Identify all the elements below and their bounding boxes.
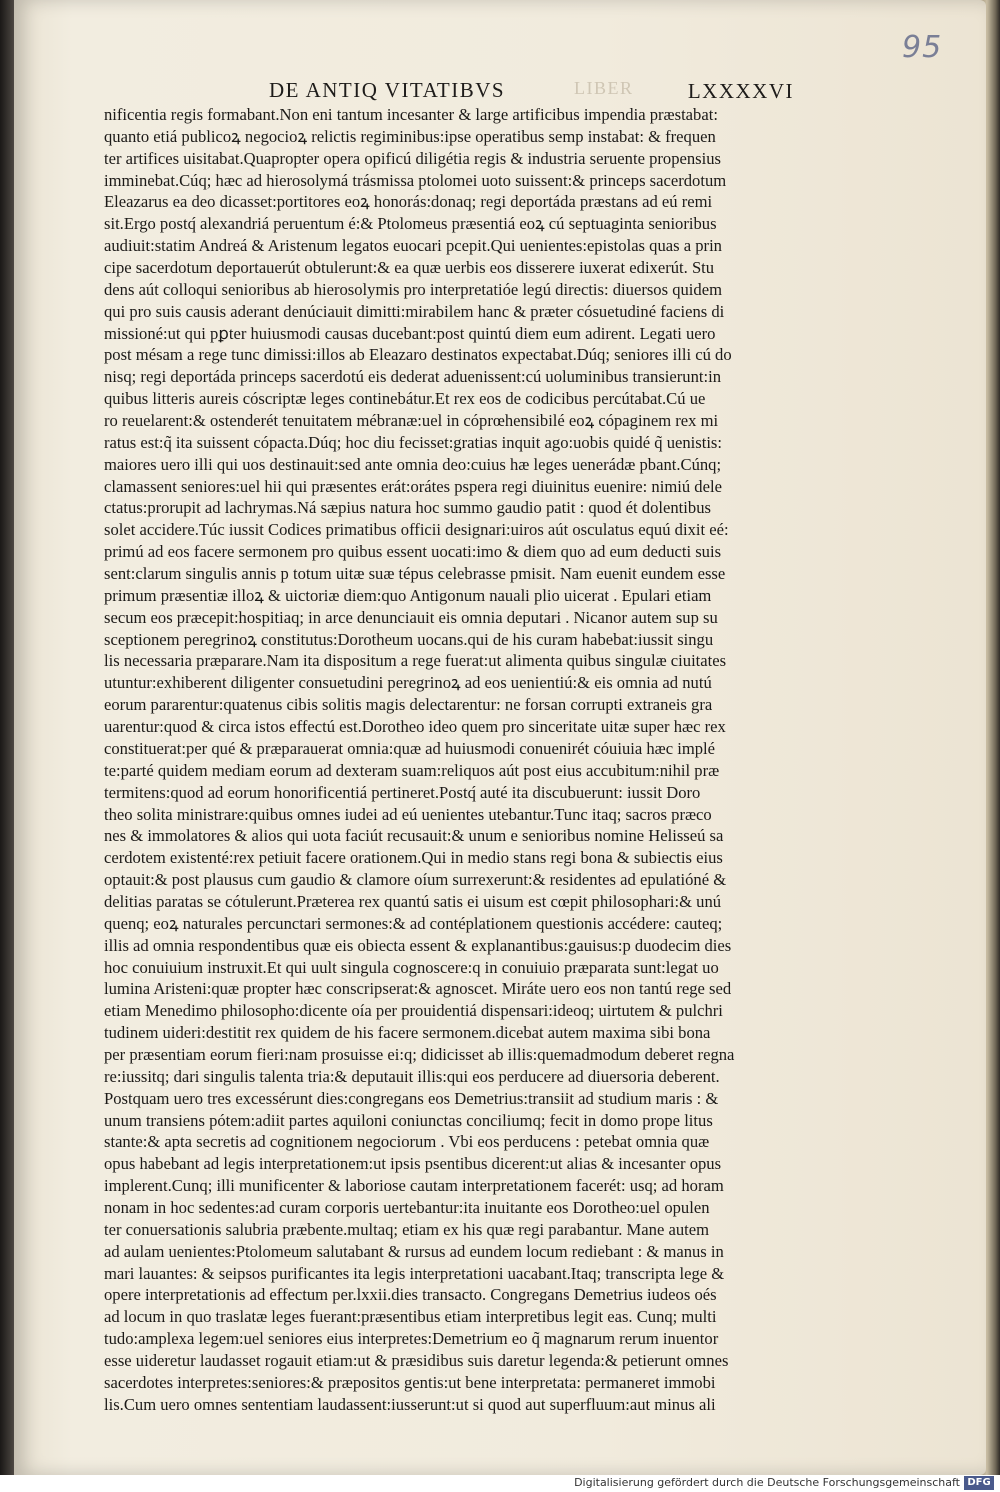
text-line: hoc conuiuium instruxit.Et qui uult singula cognoscere:q in conuiuio præparata sunt:legat uo — [104, 957, 719, 977]
text-line: quanto etiá publicoꝝ negocioꝝ relictis regiminibus:ipse operatibus semp instabat: & frequen — [104, 126, 716, 146]
text-line: nes & immolatores & alios qui uota faciút recusauit:& unum e senioribus nomine Helisseú sa — [104, 826, 724, 846]
text-line: tudinem uideri:destitit rex quidem de his facere sermonem.dicebat autem maxima sibi bona — [104, 1023, 711, 1043]
text-line: nisq; regi deportáda princeps sacerdotú eis dederat aduenissent:cú uoluminibus transierunt:in — [104, 367, 722, 387]
text-line: primú ad eos facere sermonem pro quibus essent uocati:imo & diem quo ad eum deducti suis — [104, 542, 722, 562]
text-line: implerent.Cunq; illi munificenter & laboriose cautam interpretationem facerét: usq; ad horam — [104, 1176, 724, 1196]
text-line: sceptionem peregrinoꝝ constitutus:Dorotheum uocans.qui de his curam habebat:iussit singu — [104, 629, 714, 649]
body-text-block — [104, 104, 784, 1416]
text-line: utuntur:exhiberent diligenter consuetudini peregrinoꝝ ad eos uenientiú:& eis omnia ad nutú — [104, 673, 712, 693]
text-line: optauit:& post plausus cum gaudio & clamore oíum surrexerunt:& residentes ad epulatióné & — [104, 870, 727, 890]
text-line: sacerdotes interpretes:seniores:& præpositos gentis:ut bene interpretata: permaneret immobi — [104, 1372, 716, 1392]
running-head: DE ANTIQ VITATIBVS — [269, 78, 506, 102]
text-line: nonam in hoc sedentes:ad curam corporis uertebantur:ita inuitante eos Dorotheo:uel opulen — [104, 1197, 710, 1217]
text-line: opus habebant ad legis interpretationem:ut ipsis psentibus dicerent:ut alias & incesanter opus — [104, 1154, 722, 1174]
text-line: etiam Menedimo philosopho:dicente oía per prouidentiá dispensari:ideoq; uirtutem & pulchri — [104, 1001, 723, 1021]
text-line: missioné:ut qui pꝑter huiusmodi causas ducebant:post quintú diem eum adirent. Legati uero — [104, 323, 716, 343]
text-line: dens aút colloqui senioribus ab hierosolymis pro interpretatióe legú directis: diuersos quidem — [104, 279, 722, 299]
dfg-logo: DFG — [964, 1476, 994, 1490]
text-line: primum præsentiæ illoꝝ & uictoriæ diem:quo Antigonum nauali plio uicerat . Epulari etiam — [104, 585, 712, 605]
footer-bar — [0, 1475, 1000, 1492]
text-line: ter artifices uisitabat.Quapropter opera opificú diligétia regis & industria seruente propensius — [104, 148, 721, 168]
text-line: illis ad omnia respondentibus quæ eis obiecta essent & explanantibus:gauisus:p duodecim dies — [104, 935, 732, 955]
text-line: stante:& apta secretis ad cognitionem negociorum . Vbi eos perducens : petebat omnia quæ — [104, 1132, 710, 1152]
text-line: opere interpretationis ad effectum per.lxxii.dies transacto. Congregans Demetrius iudeos oés — [104, 1285, 717, 1305]
text-line: delitias paratas se cótulerunt.Præterea rex quantú satis ei uisum est cœpit philosophari:& unú — [104, 891, 722, 911]
text-line: audiuit:statim Andreá & Aristenum legatos euocari pcepit.Qui uenientes:epistolas quas a prin — [104, 236, 722, 256]
text-line: solet accidere.Túc iussit Codices primatibus officii designari:uiros aút osculatus equú dixit eé: — [104, 520, 729, 540]
folio-roman-numeral: LXXXXVI — [687, 79, 794, 103]
text-line: eorum pararentur:quatenus cibis solitis magis delectarentur: ne forsan corrupti extraneis gra — [104, 695, 713, 715]
text-line: maiores uero illi qui uos destinauit:sed ante omnia deo:cuius hæ leges uenerádæ pbant.Cúnq; — [104, 454, 722, 474]
text-line: tudo:amplexa legem:uel seniores eius interpretes:Demetrium eo q̃ magnarum rerum inuentor — [104, 1329, 719, 1349]
text-line: Eleazarus ea deo dicasset:portitores eoꝝ honorás:donaq; regi deportáda præstans ad eú remi — [104, 192, 713, 212]
text-line: sent:clarum singulis annis p totum uitæ suæ tépus celebrasse pmisit. Nam euenit eundem esse — [104, 564, 726, 584]
offset-ghost-text: LIBER — [574, 78, 634, 98]
book-page — [14, 0, 986, 1475]
text-line: sit.Ergo postq́ alexandriá peruentum é:& Ptolomeus præsentiá eoꝝ cú septuaginta senioribus — [104, 214, 717, 234]
text-line: qui pro suis causis aderant denúciauit dimitti:mirabilem hanc & præter cósuetudiné faciens di — [104, 301, 725, 321]
text-line: uarentur:quod & circa istos effectú est.Dorotheo ideo quem pro sinceritate uitæ super hæc rex — [104, 717, 726, 737]
text-line: te:parté quidem mediam eorum ad dexteram suam:reliquos aút post eius accubitum:nihil præ — [104, 760, 720, 780]
text-line: ad locum in quo traslatæ leges fuerant:præsentibus etiam interpretibus legit eas. Cunq; multi — [104, 1307, 717, 1327]
text-line: imminebat.Cúq; hæc ad hierosolymá trásmissa ptolomei uoto suissent:& princeps sacerdotum — [104, 170, 727, 190]
handwritten-folio-number: 95 — [902, 30, 943, 65]
text-line: ratus est:q̃ ita suissent cópacta.Dúq; hoc diu fecisset:gratias inquit ago:uobis quidé q̃ uenistis: — [104, 432, 723, 452]
text-line: mari lauantes: & seipsos purificantes ita legis interpretationi uacabant.Itaq; transcripta lege & — [104, 1263, 725, 1283]
text-line: lumina Aristeni:quæ propter hæc conscripserat:& agnoscet. Miráte uero eos non tantú rege sed — [104, 979, 732, 999]
text-line: quibus litteris aureis cóscriptæ leges continebátur.Et rex eos de codicibus percútabat.Cú ue — [104, 389, 706, 409]
text-line: constituerat:per qué & præparauerat omnia:quæ ad huiusmodi conuenirét cóuiuia hæc implé — [104, 738, 716, 758]
text-line: ro reuelarent:& ostenderét tenuitatem mébranæ:uel in cóprœhensibilé eoꝝ cópaginem rex mi — [104, 411, 719, 431]
text-line: quenq; eoꝝ naturales percunctari sermones:& ad contéplationem questionis accédere: cauteq; — [104, 913, 723, 933]
text-line: ter conuersationis salubria præbente.multaq; etiam ex his quæ regi parabantur. Mane autem — [104, 1219, 710, 1239]
text-line: re:iussitq; dari singulis talenta tria:& deputauit illis:qui eos perducere ad diuersoria deberent. — [104, 1066, 720, 1086]
text-line: ctatus:prorupit ad lachrymas.Ná sæpius natura hoc summo gaudio patit : quod ét dolentibus — [104, 498, 711, 518]
text-line: cerdotem existenté:rex petiuit facere orationem.Qui in medio stans regi bona & subiectis eius — [104, 848, 723, 868]
text-line: cipe sacerdotum deportauerút obtulerunt:& ea quæ uerbis eos disserere iuxerat edixerút. Stu — [104, 258, 715, 278]
text-line: per præsentiam eorum fieri:nam prosuisse ei:q; didicisset ab illis:quemadmodum deberet regna — [104, 1044, 735, 1064]
text-line: termitens:quod ad eorum honorificentiá pertineret.Postq́ auté ita discubuerunt: iussit Doro — [104, 782, 701, 802]
text-line: lis necessaria præparare.Nam ita dispositum a rege fuerat:ut alimenta quibus singulæ ciuitates — [104, 651, 727, 671]
text-line: nificentia regis formabant.Non eni tantum incesanter & large artificibus impendia præstabat: — [104, 105, 718, 124]
text-line: ad aulam uenientes:Ptolomeum salutabant & rursus ad eundem locum rediebant : & manus in — [104, 1241, 724, 1261]
text-line: post mésam a rege tunc dimissi:illos ab Eleazaro destinatos expectabat.Dúq; seniores illi cú do — [104, 345, 732, 365]
text-line: lis.Cum uero omnes sententiam laudassent:iusserunt:ut si quod aut superfluum:aut minus ali — [104, 1394, 716, 1414]
text-line: theo solita ministrare:quibus omnes iudei ad eú uenientes utebantur.Tunc itaq; sacros præco — [104, 804, 712, 824]
text-line: unum transiens pótem:adiit partes aquiloni coniunctas conciliumq; fecit in domo prope litus — [104, 1110, 713, 1130]
funding-notice: Digitalisierung gefördert durch die Deutsche Forschungsgemeinschaft — [574, 1476, 960, 1489]
text-line: secum eos præcepit:hospitiaq; in arce denunciauit eis omnia deputari . Nicanor autem sup su — [104, 607, 718, 627]
text-line: esse uideretur laudasset rogauit etiam:ut & præsidibus suis daretur legenda:& petierunt omnes — [104, 1350, 729, 1370]
text-line: Postquam uero tres excessérunt dies:congregans eos Demetrius:transiit ad studium maris : & — [104, 1088, 719, 1108]
text-line: clamassent seniores:uel hii qui præsentes erát:orátes pspera regi diuinitus euenire: nimiú dele — [104, 476, 722, 496]
